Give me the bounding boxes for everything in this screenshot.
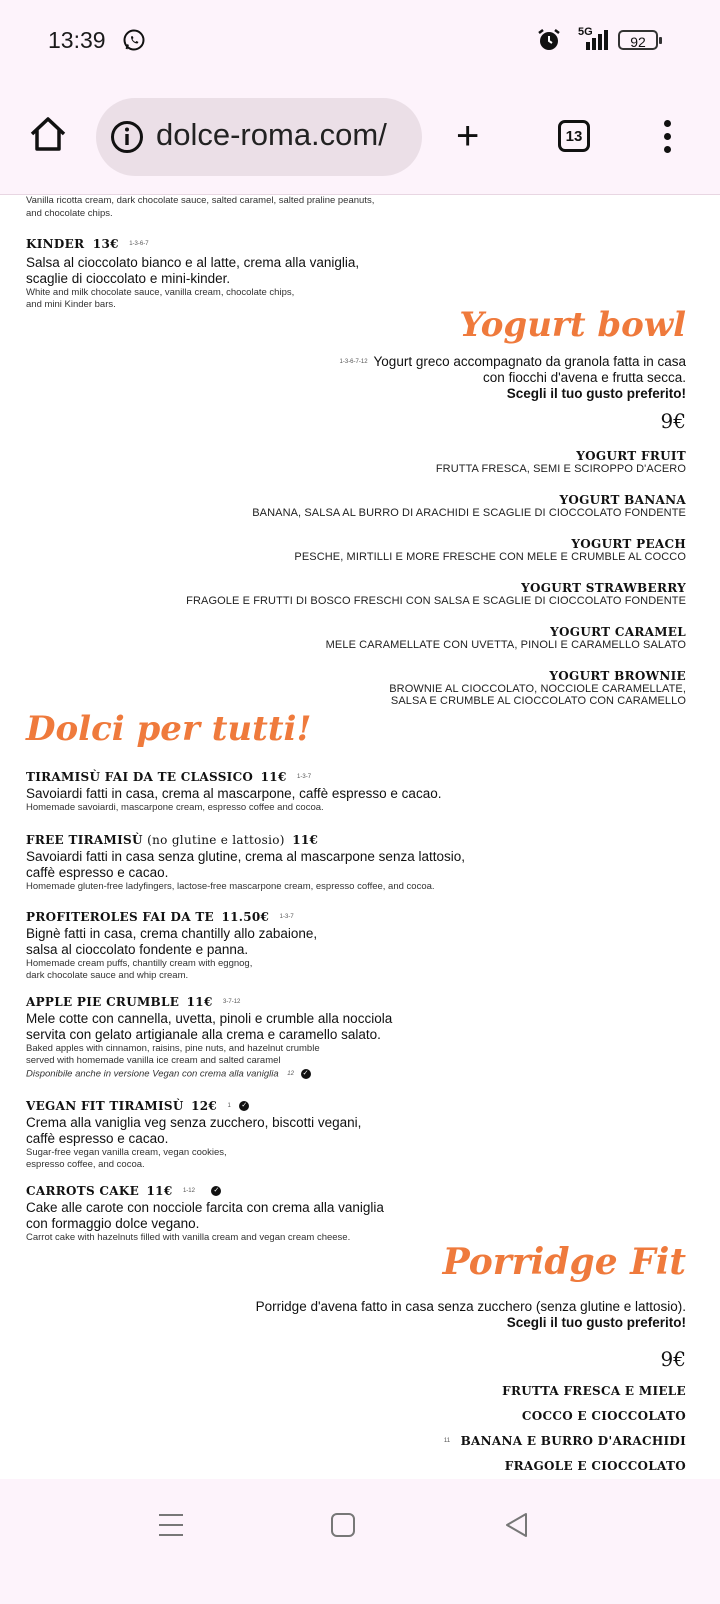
item-desc-it: scaglie di cioccolato e mini-kinder. <box>26 271 231 286</box>
option-name: YOGURT STRAWBERRY <box>521 581 686 595</box>
item-desc-en: Homemade gluten-free ladyfingers, lactose-free mascarpone cream, espresso coffee, and cocoa. <box>26 881 435 892</box>
option-name: YOGURT CARAMEL <box>550 625 686 639</box>
menu-item-free-tiramisu <box>26 831 686 893</box>
item-name: TIRAMISÙ FAI DA TE CLASSICO <box>26 770 254 784</box>
item-name: PROFITEROLES FAI DA TE <box>26 910 215 924</box>
yogurt-option <box>166 493 686 537</box>
item-desc-it: Bignè fatti in casa, crema chantilly allo zabaione, <box>26 926 318 941</box>
allergens: 1 <box>227 1102 231 1109</box>
option-desc: BANANA, SALSA AL BURRO DI ARACHIDI E SCAGLIE DI CIOCCOLATO FONDENTE <box>252 507 686 519</box>
menu-item-apple-pie <box>26 993 686 1081</box>
yogurt-option <box>166 625 686 669</box>
item-desc-en: Homemade savoiardi, mascarpone cream, espresso coffee and cocoa. <box>26 802 324 813</box>
item-desc-it: caffè espresso e cacao. <box>26 1131 169 1146</box>
item-desc-en: Homemade cream puffs, chantilly cream with eggnog, <box>26 958 253 969</box>
option-name: YOGURT BROWNIE <box>549 669 686 683</box>
option-desc: MELE CARAMELLATE CON UVETTA, PINOLI E CARAMELLO SALATO <box>325 639 686 651</box>
yogurt-option <box>166 581 686 625</box>
section-price: 9€ <box>660 409 686 433</box>
allergens: 1-3-7 <box>279 913 294 920</box>
url-text: dolce-roma.com/ <box>156 117 387 152</box>
item-desc-it: Savoiardi fatti in casa senza glutine, crema al mascarpone senza lattosio, <box>26 849 465 864</box>
item-desc-en: Carrot cake with hazelnuts filled with vanilla cream and vegan cream cheese. <box>26 1232 351 1243</box>
status-time: 13:39 <box>48 27 106 53</box>
plus-icon[interactable]: + <box>456 114 480 158</box>
web-page <box>0 195 720 1479</box>
yogurt-option <box>166 449 686 493</box>
option-desc: FRAGOLE E FRUTTI DI BOSCO FRESCHI CON SALSA E SCAGLIE DI CIOCCOLATO FONDENTE <box>186 595 686 607</box>
item-desc-it: Salsa al cioccolato bianco e al latte, crema alla vaniglia, <box>26 255 360 270</box>
item-desc-en: Vanilla ricotta cream, dark chocolate sauce, salted caramel, salted praline peanuts, <box>26 195 375 206</box>
section-desc-bold: Scegli il tuo gusto preferito! <box>506 1315 686 1330</box>
vegan-icon: ✓ <box>211 1186 221 1196</box>
option-desc: FRUTTA FRESCA, SEMI E SCIROPPO D'ACERO <box>435 463 686 475</box>
allergens: 3-7-12 <box>223 998 241 1005</box>
menu-item-kinder <box>26 235 359 311</box>
status-bar <box>0 0 720 82</box>
item-desc-it: salsa al cioccolato fondente e panna. <box>26 942 249 957</box>
porridge-description <box>206 1299 686 1331</box>
item-price: 13€ <box>92 237 119 251</box>
home-icon[interactable] <box>26 112 70 156</box>
item-desc-it: Crema alla vaniglia veg senza zucchero, biscotti vegani, <box>26 1115 362 1130</box>
item-desc-en: White and milk chocolate sauce, vanilla cream, chocolate chips, <box>26 287 295 298</box>
item-desc-en: dark chocolate sauce and whip cream. <box>26 970 189 981</box>
option-desc: PESCHE, MIRTILLI E MORE FRESCHE CON MELE E CRUMBLE AL COCCO <box>294 551 686 563</box>
yogurt-option <box>166 537 686 581</box>
yogurt-bowl-description <box>266 354 686 402</box>
back-icon[interactable] <box>504 1512 530 1538</box>
item-desc-en: and mini Kinder bars. <box>26 299 116 310</box>
menu-icon[interactable] <box>664 120 672 156</box>
item-name: KINDER <box>26 237 85 251</box>
alarm-icon <box>536 27 562 53</box>
allergens: 1-3-6-7-12 <box>339 359 368 366</box>
vegan-note: Disponibile anche in versione Vegan con crema alla vaniglia <box>26 1068 279 1080</box>
porridge-option: COCCO E CIOCCOLATO <box>521 1409 686 1423</box>
item-name: VEGAN FIT TIRAMISÙ <box>26 1099 184 1113</box>
allergens: 11 <box>443 1438 451 1444</box>
allergens: 1-3-6-7 <box>129 240 149 247</box>
whatsapp-icon <box>122 28 146 52</box>
tab-switcher-button[interactable]: 13 <box>558 120 590 152</box>
section-price: 9€ <box>660 1347 686 1371</box>
option-desc: SALSA E CRUMBLE AL CIOCCOLATO CON CARAMELLO <box>390 695 686 707</box>
section-desc-bold: Scegli il tuo gusto preferito! <box>506 386 686 402</box>
item-desc-it: caffè espresso e cacao. <box>26 865 169 880</box>
item-price: 11€ <box>186 995 213 1009</box>
browser-toolbar <box>0 82 720 195</box>
allergens: 1-3-7 <box>297 773 312 780</box>
porridge-option: FRUTTA FRESCA E MIELE <box>502 1384 686 1398</box>
section-title-dolci: Dolci per tutti! <box>26 709 312 749</box>
item-name: FREE TIRAMISÙ <box>26 833 143 847</box>
item-price: 12€ <box>191 1099 218 1113</box>
item-price: 11€ <box>146 1184 173 1198</box>
option-name: YOGURT FRUIT <box>576 449 686 463</box>
item-desc-it: Savoiardi fatti in casa, crema al mascarpone, caffè espresso e cacao. <box>26 786 442 801</box>
item-name: CARROTS CAKE <box>26 1184 140 1198</box>
item-note: (no glutine e lattosio) <box>147 833 285 847</box>
section-desc: Porridge d'avena fatto in casa senza zucchero (senza glutine e lattosio). <box>255 1299 686 1314</box>
item-desc-en: Sugar-free vegan vanilla cream, vegan cookies, <box>26 1147 227 1158</box>
yogurt-options <box>166 449 686 707</box>
item-desc-it: servita con gelato artigianale alla crema e caramello salato. <box>26 1027 381 1042</box>
porridge-option: BANANA E BURRO D'ARACHIDI <box>460 1434 686 1449</box>
allergens: 12 <box>287 1071 294 1077</box>
option-desc: BROWNIE AL CIOCCOLATO, NOCCIOLE CARAMELLATE, <box>389 683 686 695</box>
item-desc-it: con formaggio dolce vegano. <box>26 1216 200 1231</box>
option-name: YOGURT BANANA <box>559 493 686 507</box>
item-desc-it: Cake alle carote con nocciole farcita con crema alla vaniglia <box>26 1200 384 1215</box>
system-navigation-bar <box>0 1480 720 1604</box>
item-price: 11€ <box>292 833 319 847</box>
porridge-options <box>286 1383 686 1479</box>
home-nav-icon[interactable] <box>330 1512 356 1538</box>
section-title-yogurt-bowl: Yogurt bowl <box>459 305 686 345</box>
menu-item-vegan-tiramisu <box>26 1097 686 1171</box>
signal-icon <box>586 30 610 50</box>
info-icon[interactable] <box>110 120 144 154</box>
porridge-option: FRAGOLE E CIOCCOLATO <box>504 1459 686 1473</box>
allergens: 1-12 <box>182 1187 195 1194</box>
recent-apps-icon[interactable] <box>158 1512 184 1538</box>
item-name: APPLE PIE CRUMBLE <box>26 995 180 1009</box>
vegan-icon: ✓ <box>239 1101 249 1111</box>
item-desc-it: Mele cotte con cannella, uvetta, pinoli e crumble alla nocciola <box>26 1011 393 1026</box>
menu-item-tiramisu <box>26 768 686 814</box>
network-type: 5G <box>578 26 593 38</box>
menu-item-carrots-cake <box>26 1182 686 1244</box>
item-desc-en: served with homemade vanilla ice cream and salted caramel <box>26 1055 281 1066</box>
item-desc-en: and chocolate chips. <box>26 208 113 219</box>
item-price: 11.50€ <box>221 910 270 924</box>
section-desc: Yogurt greco accompagnato da granola fatta in casa <box>373 354 686 369</box>
item-desc-en: Baked apples with cinnamon, raisins, pine nuts, and hazelnut crumble <box>26 1043 320 1054</box>
yogurt-option <box>166 669 686 707</box>
option-name: YOGURT PEACH <box>571 537 686 551</box>
section-desc: con fiocchi d'avena e frutta secca. <box>483 370 686 386</box>
item-price: 11€ <box>260 770 287 784</box>
vegan-icon: ✓ <box>301 1069 311 1079</box>
section-title-porridge: Porridge Fit <box>442 1241 686 1283</box>
battery-indicator: 92 <box>618 30 658 50</box>
menu-item-profiteroles <box>26 908 686 982</box>
address-bar[interactable] <box>96 98 422 176</box>
item-desc-en: espresso coffee, and cocoa. <box>26 1159 145 1170</box>
